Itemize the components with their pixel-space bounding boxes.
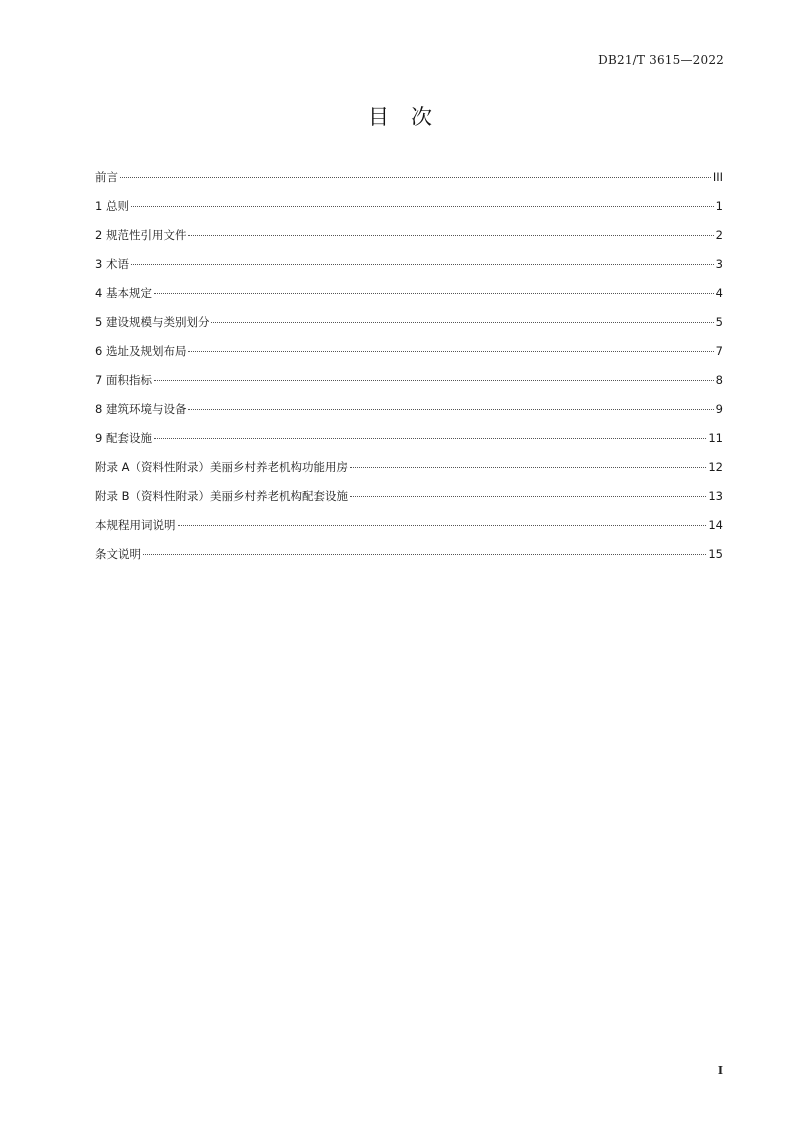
toc-entry-label: 4 基本规定	[95, 286, 152, 300]
toc-entry-page: 12	[708, 460, 723, 474]
toc-entry-label: 2 规范性引用文件	[95, 228, 187, 242]
dot-leader	[120, 176, 711, 178]
toc-entry[interactable]	[95, 169, 723, 198]
dot-leader	[154, 379, 714, 381]
dot-leader	[154, 437, 706, 439]
toc-entry-label: 1 总则	[95, 199, 129, 213]
dot-leader	[350, 495, 706, 497]
toc-entry-page: 7	[715, 344, 723, 358]
dot-leader	[131, 205, 714, 207]
toc-entry-label: 本规程用词说明	[95, 518, 176, 532]
dot-leader	[350, 466, 706, 468]
toc-entry-page: 3	[715, 257, 723, 271]
toc-entry[interactable]	[95, 285, 723, 314]
toc-entry-page: 5	[715, 315, 723, 329]
toc-entry-page: 11	[708, 431, 723, 445]
toc-entry[interactable]	[95, 314, 723, 343]
toc-entry-page: 13	[708, 489, 723, 503]
toc-entry-label: 3 术语	[95, 257, 129, 271]
dot-leader	[188, 234, 713, 236]
dot-leader	[143, 553, 706, 555]
dot-leader	[131, 263, 714, 265]
toc-entry-label: 6 选址及规划布局	[95, 344, 187, 358]
dot-leader	[178, 524, 707, 526]
dot-leader	[154, 292, 714, 294]
toc-entry-page: 1	[715, 199, 723, 213]
dot-leader	[211, 321, 713, 323]
toc-entry-label: 8 建筑环境与设备	[95, 402, 187, 416]
document-code: DB21/T 3615—2022	[598, 53, 724, 67]
toc-entry[interactable]	[95, 343, 723, 372]
toc-entry-label: 条文说明	[95, 547, 141, 561]
toc-entry[interactable]	[95, 430, 723, 459]
dot-leader	[188, 408, 713, 410]
toc-entry[interactable]	[95, 401, 723, 430]
toc-entry-page: 15	[708, 547, 723, 561]
toc-entry-page: 8	[715, 373, 723, 387]
dot-leader	[188, 350, 713, 352]
toc-entry-page: 2	[715, 228, 723, 242]
toc-entry[interactable]	[95, 488, 723, 517]
toc-entry-label: 附录 B（资料性附录）美丽乡村养老机构配套设施	[95, 489, 349, 503]
toc-entry[interactable]	[95, 227, 723, 256]
toc-entry-label: 9 配套设施	[95, 431, 152, 445]
toc-entry[interactable]	[95, 546, 723, 575]
toc-entry-label: 附录 A（资料性附录）美丽乡村养老机构功能用房	[95, 460, 349, 474]
toc-entry-label: 7 面积指标	[95, 373, 152, 387]
toc-entry-page: 14	[708, 518, 723, 532]
toc-entry[interactable]	[95, 459, 723, 488]
toc-entry[interactable]	[95, 372, 723, 401]
toc-entry-label: 前言	[95, 170, 118, 184]
toc-entry-page: 4	[715, 286, 723, 300]
table-of-contents	[95, 169, 723, 575]
toc-entry[interactable]	[95, 517, 723, 546]
toc-entry-label: 5 建设规模与类别划分	[95, 315, 210, 329]
toc-entry-page: III	[712, 170, 723, 184]
toc-entry[interactable]	[95, 198, 723, 227]
page-title: 目次	[368, 105, 454, 129]
toc-entry-page: 9	[715, 402, 723, 416]
page-number: I	[717, 1064, 723, 1077]
toc-entry[interactable]	[95, 256, 723, 285]
